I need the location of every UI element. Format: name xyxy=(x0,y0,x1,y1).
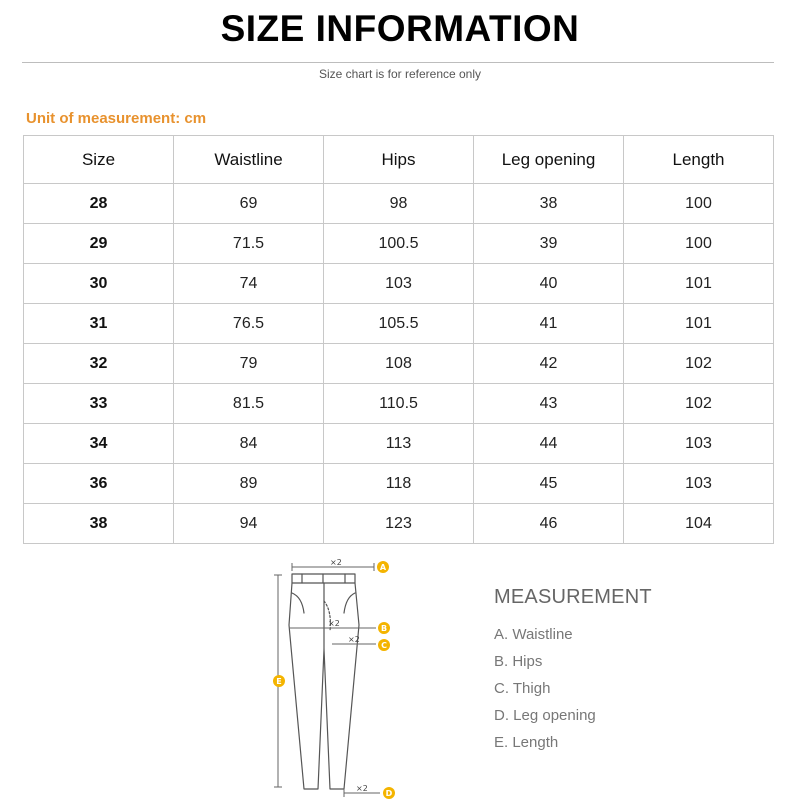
cell-length: 100 xyxy=(624,184,774,224)
table-row xyxy=(24,504,774,544)
table-row xyxy=(24,224,774,264)
cell-leg-opening: 43 xyxy=(474,384,624,424)
cell-length: 102 xyxy=(624,384,774,424)
table-header-row xyxy=(24,136,774,184)
page-title: SIZE INFORMATION xyxy=(220,8,580,49)
cell-hips: 108 xyxy=(324,344,474,384)
marker-d-label: D xyxy=(385,789,393,798)
cell-waistline: 79 xyxy=(174,344,324,384)
measurement-item: A. Waistline xyxy=(494,626,573,643)
cell-leg-opening: 46 xyxy=(474,504,624,544)
cell-waistline: 89 xyxy=(174,464,324,504)
unit-label: Unit of measurement: cm xyxy=(26,110,207,127)
cell-hips: 118 xyxy=(324,464,474,504)
marker-e-label: E xyxy=(276,677,282,686)
header-hips: Hips xyxy=(324,136,474,184)
multiplier-c: ×2 xyxy=(348,635,360,644)
cell-hips: 123 xyxy=(324,504,474,544)
table-row xyxy=(24,264,774,304)
cell-length: 102 xyxy=(624,344,774,384)
title-divider xyxy=(22,62,774,63)
cell-size: 31 xyxy=(24,304,174,344)
measurement-item: E. Length xyxy=(494,734,559,751)
cell-leg-opening: 38 xyxy=(474,184,624,224)
multiplier-d: ×2 xyxy=(356,784,368,793)
marker-c-label: C xyxy=(381,641,387,650)
table-row xyxy=(24,344,774,384)
measurement-item: C. Thigh xyxy=(494,680,551,697)
header-size: Size xyxy=(24,136,174,184)
cell-waistline: 69 xyxy=(174,184,324,224)
multiplier-a: ×2 xyxy=(330,558,342,567)
cell-leg-opening: 39 xyxy=(474,224,624,264)
cell-hips: 98 xyxy=(324,184,474,224)
cell-waistline: 74 xyxy=(174,264,324,304)
subtitle: Size chart is for reference only xyxy=(318,67,482,81)
table-row xyxy=(24,304,774,344)
measurement-title: MEASUREMENT xyxy=(494,586,652,608)
pants-diagram xyxy=(262,553,402,800)
cell-length: 104 xyxy=(624,504,774,544)
cell-leg-opening: 44 xyxy=(474,424,624,464)
cell-length: 101 xyxy=(624,304,774,344)
cell-hips: 113 xyxy=(324,424,474,464)
cell-waistline: 71.5 xyxy=(174,224,324,264)
marker-b-label: B xyxy=(380,624,388,633)
cell-hips: 110.5 xyxy=(324,384,474,424)
cell-hips: 105.5 xyxy=(324,304,474,344)
size-table xyxy=(23,135,774,544)
cell-length: 100 xyxy=(624,224,774,264)
cell-size: 28 xyxy=(24,184,174,224)
cell-length: 101 xyxy=(624,264,774,304)
cell-waistline: 94 xyxy=(174,504,324,544)
cell-leg-opening: 41 xyxy=(474,304,624,344)
cell-waistline: 76.5 xyxy=(174,304,324,344)
cell-size: 32 xyxy=(24,344,174,384)
header-leg-opening: Leg opening xyxy=(474,136,624,184)
cell-hips: 100.5 xyxy=(324,224,474,264)
cell-leg-opening: 40 xyxy=(474,264,624,304)
cell-length: 103 xyxy=(624,464,774,504)
cell-size: 29 xyxy=(24,224,174,264)
cell-length: 103 xyxy=(624,424,774,464)
cell-hips: 103 xyxy=(324,264,474,304)
cell-size: 33 xyxy=(24,384,174,424)
header-waistline: Waistline xyxy=(174,136,324,184)
cell-size: 36 xyxy=(24,464,174,504)
measurement-item: D. Leg opening xyxy=(494,707,596,724)
cell-size: 30 xyxy=(24,264,174,304)
cell-leg-opening: 42 xyxy=(474,344,624,384)
cell-size: 38 xyxy=(24,504,174,544)
measurement-item: B. Hips xyxy=(494,653,543,670)
cell-size: 34 xyxy=(24,424,174,464)
table-row xyxy=(24,464,774,504)
header-length: Length xyxy=(624,136,774,184)
cell-leg-opening: 45 xyxy=(474,464,624,504)
table-row xyxy=(24,184,774,224)
cell-waistline: 84 xyxy=(174,424,324,464)
marker-a-label: A xyxy=(379,563,387,572)
cell-waistline: 81.5 xyxy=(174,384,324,424)
table-row xyxy=(24,424,774,464)
table-row xyxy=(24,384,774,424)
multiplier-b: ×2 xyxy=(328,619,340,628)
measurement-list xyxy=(494,625,596,760)
